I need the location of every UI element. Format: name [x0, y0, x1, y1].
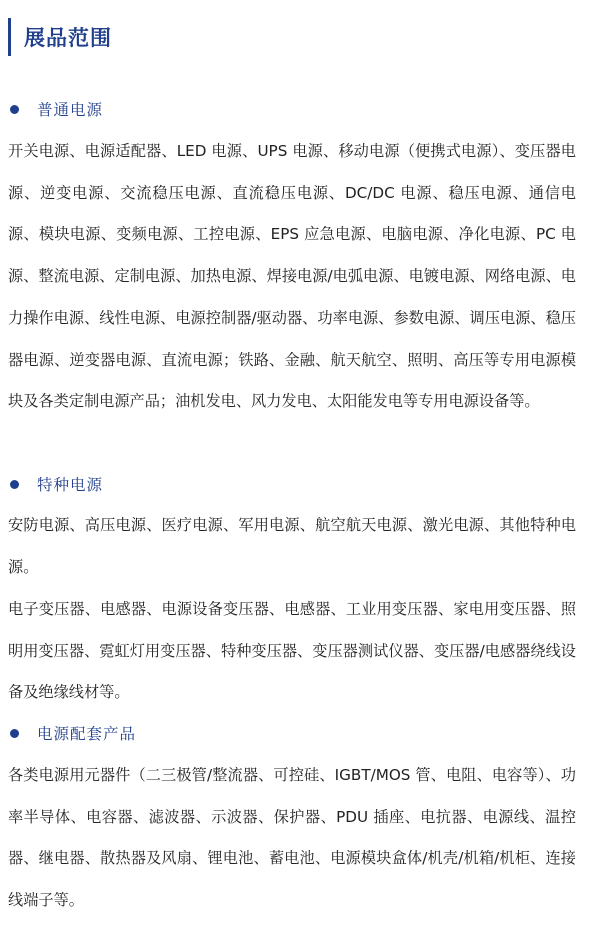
- section-title: 普通电源: [37, 101, 104, 119]
- bullet-dot-icon: [10, 480, 19, 489]
- page-title-bar: [8, 18, 112, 56]
- section-paragraph: 安防电源、高压电源、医疗电源、军用电源、航空航天电源、激光电源、其他特种电源。: [8, 516, 576, 576]
- bullet-dot-icon: [10, 729, 19, 738]
- section-heading-general-power: [8, 94, 103, 124]
- section-title: 特种电源: [37, 476, 104, 494]
- section-paragraph: 各类电源用元器件（二三极管/整流器、可控硅、IGBT/MOS 管、电阻、电容等）、功率半导体、电容器、滤波器、示波器、保护器、PDU 插座、电抗器、电源线、温控器、继电器、散热器及风扇、锂电池、蓄电池、电源模块盒体/机壳/机箱/机柜、连接线端子等。: [8, 766, 576, 910]
- section-paragraph: 开关电源、电源适配器、LED 电源、UPS 电源、移动电源（便携式电源）、变压器电源、逆变电源、交流稳压电源、直流稳压电源、DC/DC 电源、稳压电源、通信电源、模块电源、变频电源、工控电源、EPS 应急电源、电脑电源、净化电源、PC 电源、整流电源、定制电源、加热电源、焊接电源/电弧电源、电镀电源、网络电源、电力操作电源、线性电源、电源控制器/驱动器、功率电源、参数电源、调压电源、稳压器电源、逆变器电源、直流电源；铁路、金融、航天航空、照明、高压等专用电源模块及各类定制电源产品；油机发电、风力发电、太阳能发电等专用电源设备等。: [8, 142, 576, 411]
- section-heading-power-accessories: [8, 718, 136, 748]
- section-paragraph: 电子变压器、电感器、电源设备变压器、电感器、工业用变压器、家电用变压器、照明用变压器、霓虹灯用变压器、特种变压器、变压器测试仪器、变压器/电感器绕线设备及绝缘线材等。: [8, 600, 576, 702]
- section-title: 电源配套产品: [37, 725, 137, 743]
- section-heading-special-power: [8, 469, 103, 499]
- page-title: 展品范围: [24, 26, 112, 50]
- bullet-dot-icon: [10, 105, 19, 114]
